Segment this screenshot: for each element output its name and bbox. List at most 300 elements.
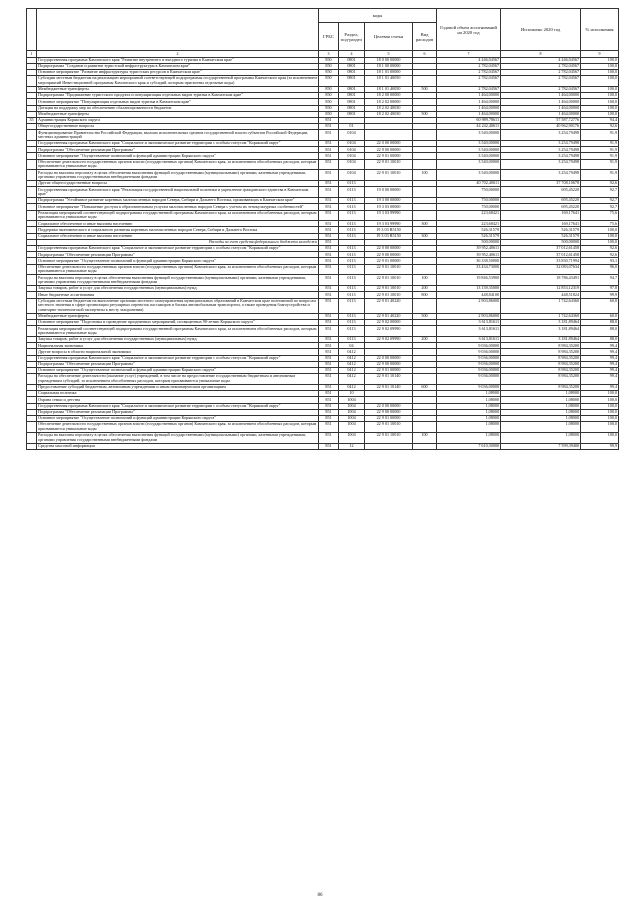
- row-executed: 526,31579: [501, 227, 581, 233]
- row-percent: 75,6: [581, 221, 619, 227]
- row-number: [27, 443, 37, 449]
- row-grbs-code: 851: [319, 292, 339, 298]
- row-percent: 100,0: [581, 403, 619, 409]
- row-expense-type-code: 500: [413, 111, 437, 117]
- row-percent: 99,4: [581, 349, 619, 355]
- row-expense-type-code: [413, 130, 437, 141]
- row-grbs-code: 851: [319, 391, 339, 397]
- row-annual-volume: 1,08000: [437, 403, 501, 409]
- row-target-code: 22 9 01 10010: [365, 264, 413, 275]
- table-row: [27, 298, 619, 313]
- row-annual-volume: 1,08000: [437, 391, 501, 397]
- row-grbs-code: 851: [319, 355, 339, 361]
- row-expense-type-code: 100: [413, 432, 437, 443]
- row-description: Охрана семьи и детства: [37, 397, 319, 403]
- row-executed: 695,45220: [501, 187, 581, 198]
- row-executed: 500,00000: [501, 239, 581, 245]
- row-description: Обеспечение деятельности государственных органов власти (государственных органов) Камчатского края, за исключением обособленных расходов, которым присваиваются уникальные коды: [37, 159, 319, 170]
- row-percent: 99,9: [581, 443, 619, 449]
- row-executed: 1 742,64360: [501, 298, 581, 313]
- header-grbs: ГРБС: [319, 23, 339, 51]
- row-description: Основное мероприятие "Осуществление полномочий и функций администрации Корякского округа": [37, 368, 319, 374]
- row-number: [27, 264, 37, 275]
- row-target-code: 22 9 00 00000: [365, 147, 413, 153]
- row-description: Подпрограмма "Создание и развитие туристской инфраструктуры в Камчатском крае": [37, 63, 319, 69]
- row-executed: 40 962,90176: [501, 124, 581, 130]
- row-percent: 96,0: [581, 264, 619, 275]
- header-codes: коды: [319, 9, 437, 23]
- row-annual-volume: 750,00000: [437, 204, 501, 210]
- row-grbs-code: 851: [319, 187, 339, 198]
- row-description: Межбюджетные трансферты: [37, 111, 319, 117]
- row-description: Государственная программа Камчатского края "Социальное и экономическое развитие территории с особым статусом "Корякский округ": [37, 246, 319, 252]
- row-expense-type-code: [413, 326, 437, 337]
- row-number: [27, 76, 37, 87]
- budget-table: [26, 8, 619, 450]
- row-annual-volume: 36 338,50000: [437, 258, 501, 264]
- row-number: 35: [27, 117, 37, 123]
- row-description: Подпрограмма "Обеспечение реализации Программы": [37, 361, 319, 367]
- table-row: [27, 432, 619, 443]
- row-annual-volume: 9 036,00000: [437, 355, 501, 361]
- row-section-code: 0113: [339, 187, 365, 198]
- row-description: Закупка товаров, работ и услуг для обеспечения государственных (муниципальных) нужд: [37, 286, 319, 292]
- row-target-code: 19 3 03 R5150: [365, 233, 413, 239]
- table-row: [27, 130, 619, 141]
- row-percent: 100,0: [581, 111, 619, 117]
- row-target-code: 22 9 01 10010: [365, 432, 413, 443]
- row-section-code: 01: [339, 124, 365, 130]
- row-annual-volume: 1 464,00000: [437, 105, 501, 111]
- row-percent: 99,4: [581, 355, 619, 361]
- row-grbs-code: 850: [319, 57, 339, 63]
- row-section-code: 0113: [339, 181, 365, 187]
- row-grbs-code: 851: [319, 221, 339, 227]
- row-executed: 1,08000: [501, 397, 581, 403]
- row-grbs-code: 851: [319, 443, 339, 449]
- row-percent: 91,9: [581, 159, 619, 170]
- row-expense-type-code: 600: [413, 384, 437, 390]
- row-percent: 100,0: [581, 63, 619, 69]
- row-description: Расходы за счет средств федерального бюджета молодежи: [37, 239, 319, 245]
- row-executed: 3 254,79498: [501, 141, 581, 147]
- row-description: Расходы на выплаты персоналу в целях обеспечения выполнения функций государственными (муниципальными) органами, казенными учреждениями, органами управления государственными внебюджетными фондами: [37, 275, 319, 286]
- table-row: [27, 159, 619, 170]
- row-description: Реализация мероприятий соответствующей подпрограммы государственной программы Камчатского края, за исключением обособленных расходов, которым присваиваются уникальные коды: [37, 326, 319, 337]
- row-annual-volume: 3 540,00000: [437, 153, 501, 159]
- row-target-code: 22 9 01 00000: [365, 258, 413, 264]
- row-target-code: 22 9 01 10010: [365, 286, 413, 292]
- table-row: [27, 326, 619, 337]
- row-executed: 1 742,64360: [501, 313, 581, 319]
- row-percent: 92,7: [581, 198, 619, 204]
- row-number: [27, 432, 37, 443]
- row-annual-volume: 526,31579: [437, 233, 501, 239]
- row-annual-volume: 1 464,00000: [437, 93, 501, 99]
- row-section-code: 0113: [339, 298, 365, 313]
- row-target-code: 18 1 01 00000: [365, 69, 413, 75]
- row-percent: 100,0: [581, 57, 619, 63]
- row-grbs-code: 851: [319, 397, 339, 403]
- row-executed: 3 254,79498: [501, 130, 581, 141]
- row-section-code: 0412: [339, 374, 365, 385]
- row-section-code: 0104: [339, 141, 365, 147]
- row-number: [27, 275, 37, 286]
- row-section-code: 0801: [339, 76, 365, 87]
- row-description: Функционирование Правительства Российской Федерации, высших исполнительных органов государственной власти субъектов Российской Федерации, местных администраций: [37, 130, 319, 141]
- row-grbs-code: 851: [319, 239, 339, 245]
- row-annual-volume: 40 702,40611: [437, 181, 501, 187]
- row-expense-type-code: [413, 422, 437, 433]
- row-executed: 32 083,07634: [501, 264, 581, 275]
- row-annual-volume: 500,00000: [437, 239, 501, 245]
- row-target-code: 22 9 00 00000: [365, 252, 413, 258]
- row-section-code: 1004: [339, 397, 365, 403]
- table-row: [27, 443, 619, 449]
- row-section-code: 04: [339, 343, 365, 349]
- row-percent: 91,9: [581, 153, 619, 159]
- row-executed: 37 012,61458: [501, 246, 581, 252]
- row-grbs-code: 851: [319, 422, 339, 433]
- row-target-code: 22 0 00 00000: [365, 141, 413, 147]
- row-section-code: 0113: [339, 227, 365, 233]
- row-target-code: 22 9 01 40220: [365, 298, 413, 313]
- row-target-code: 18 1 01 40050: [365, 86, 413, 92]
- row-percent: 92,6: [581, 252, 619, 258]
- row-grbs-code: 851: [319, 415, 339, 421]
- row-executed: 3 254,79498: [501, 153, 581, 159]
- column-number: 5: [365, 51, 413, 58]
- row-percent: 100,0: [581, 397, 619, 403]
- row-section-code: 0113: [339, 320, 365, 326]
- row-expense-type-code: [413, 374, 437, 385]
- row-percent: 100,0: [581, 99, 619, 105]
- row-annual-volume: 750,00000: [437, 198, 501, 204]
- row-description: Закупка товаров, работ и услуг для обеспечения государственных (муниципальных) нужд: [37, 337, 319, 343]
- row-grbs-code: 850: [319, 93, 339, 99]
- row-annual-volume: 2 903,86000: [437, 313, 501, 319]
- row-grbs-code: 851: [319, 349, 339, 355]
- row-executed: 3 181,89464: [501, 326, 581, 337]
- header-blank-desc: [37, 9, 319, 51]
- row-executed: 1,08000: [501, 432, 581, 443]
- row-annual-volume: 750,00000: [437, 187, 501, 198]
- row-grbs-code: 851: [319, 409, 339, 415]
- row-executed: 695,45220: [501, 204, 581, 210]
- row-annual-volume: 33 434,73000: [437, 264, 501, 275]
- row-annual-volume: 3 540,00000: [437, 141, 501, 147]
- row-section-code: 0801: [339, 105, 365, 111]
- row-executed: 3 181,89464: [501, 337, 581, 343]
- row-annual-volume: 3 613,81611: [437, 326, 501, 337]
- row-grbs-code: 851: [319, 384, 339, 390]
- row-percent: 100,0: [581, 93, 619, 99]
- row-grbs-code: 851: [319, 320, 339, 326]
- row-section-code: 0104: [339, 159, 365, 170]
- row-percent: 60,0: [581, 313, 619, 319]
- row-expense-type-code: [413, 159, 437, 170]
- row-percent: 91,9: [581, 170, 619, 181]
- row-grbs-code: 851: [319, 374, 339, 385]
- row-target-code: 19 3 03 00000: [365, 204, 413, 210]
- row-executed: 695,45220: [501, 198, 581, 204]
- row-description: Расходы на обеспечение деятельности (оказание услуг) учреждений, в том числе на предоставление государственным бюджетным и автономным учреждениям субсидий, за исключением обособленных расходов, которым присваиваются уникальные коды: [37, 374, 319, 385]
- row-grbs-code: 851: [319, 210, 339, 221]
- row-executed: 3 254,79498: [501, 159, 581, 170]
- row-section-code: 0412: [339, 355, 365, 361]
- row-executed: 1 464,00000: [501, 99, 581, 105]
- row-section-code: 1004: [339, 432, 365, 443]
- row-percent: 100,0: [581, 239, 619, 245]
- row-annual-volume: 3 540,00000: [437, 159, 501, 170]
- row-section-code: 0801: [339, 57, 365, 63]
- row-annual-volume: 3 613,81611: [437, 320, 501, 326]
- row-section-code: 0113: [339, 337, 365, 343]
- row-expense-type-code: 800: [413, 292, 437, 298]
- row-section-code: 0104: [339, 153, 365, 159]
- row-percent: 99,4: [581, 368, 619, 374]
- row-executed: 8 984,35200: [501, 374, 581, 385]
- row-executed: 169,17641: [501, 221, 581, 227]
- row-annual-volume: 2 782,04567: [437, 69, 501, 75]
- row-annual-volume: 1,08000: [437, 415, 501, 421]
- column-number: 1: [27, 51, 37, 58]
- row-executed: 1,08000: [501, 422, 581, 433]
- row-target-code: 22 9 02 09990: [365, 326, 413, 337]
- row-grbs-code: 851: [319, 130, 339, 141]
- row-expense-type-code: [413, 76, 437, 87]
- row-section-code: 10: [339, 391, 365, 397]
- row-target-code: 18 2 00 00000: [365, 93, 413, 99]
- row-grbs-code: 851: [319, 233, 339, 239]
- row-annual-volume: 1,08000: [437, 409, 501, 415]
- row-description: Предоставление субсидий бюджетным, автономным учреждениям и иным некоммерческим организациям: [37, 384, 319, 390]
- row-grbs-code: 851: [319, 198, 339, 204]
- row-target-code: 18 1 00 00000: [365, 63, 413, 69]
- table-row: [27, 275, 619, 286]
- row-expense-type-code: [413, 210, 437, 221]
- budget-document-page: [26, 8, 618, 450]
- column-number-row: [27, 51, 619, 58]
- row-grbs-code: 851: [319, 141, 339, 147]
- row-executed: 1,08000: [501, 415, 581, 421]
- header-executed: Исполнено 2020 год: [501, 9, 581, 51]
- row-percent: 88,0: [581, 337, 619, 343]
- row-description: Подпрограмма "Продвижение туристского продукта и популяризация отдельных видов туризма в Камчатском крае": [37, 93, 319, 99]
- row-annual-volume: 19 846,53900: [437, 275, 501, 286]
- row-description: Общегосударственные вопросы: [37, 124, 319, 130]
- row-description: Расходы на выплаты персоналу в целях обеспечения выполнения функций государственными (муниципальными) органами, казенными учреждениями, органами управления государственными внебюджетными фондами: [37, 432, 319, 443]
- row-section-code: 0113: [339, 264, 365, 275]
- row-annual-volume: 3 540,00000: [437, 130, 501, 141]
- row-annual-volume: 2 782,04567: [437, 63, 501, 69]
- row-section-code: 1004: [339, 422, 365, 433]
- row-description: Подпрограмма "Обеспечение реализации Программы": [37, 252, 319, 258]
- row-target-code: 22 9 01 10010: [365, 292, 413, 298]
- row-section-code: 0113: [339, 252, 365, 258]
- row-executed: 2 782,04567: [501, 63, 581, 69]
- row-annual-volume: 2 903,86000: [437, 298, 501, 313]
- row-target-code: 18 2 02 00000: [365, 99, 413, 105]
- row-section-code: 0113: [339, 246, 365, 252]
- row-executed: 8 984,35200: [501, 355, 581, 361]
- row-expense-type-code: 500: [413, 86, 437, 92]
- row-annual-volume: 2 782,04567: [437, 76, 501, 87]
- row-grbs-code: 851: [319, 117, 339, 123]
- row-annual-volume: 60 989,78611: [437, 117, 501, 123]
- row-grbs-code: 851: [319, 227, 339, 233]
- row-executed: 1 464,00000: [501, 105, 581, 111]
- row-description: Субсидии местным бюджетам на реализацию мероприятий соответствующей подпрограммы государственной программы Камчатского края (за исключением мероприятий Инвестиционной программы Камчатского края и субсидий, которым присвоены отдельные коды): [38, 75, 317, 86]
- row-number: [27, 130, 37, 141]
- row-grbs-code: 851: [319, 159, 339, 170]
- row-description: Основное мероприятие "Популяризация отдельных видов туризма в Камчатском крае": [37, 99, 319, 105]
- row-grbs-code: 851: [319, 124, 339, 130]
- row-percent: 93,1: [581, 258, 619, 264]
- row-description: Администрация Корякского округа: [37, 117, 319, 123]
- row-expense-type-code: [413, 298, 437, 313]
- row-target-code: 19 3 03 99990: [365, 221, 413, 227]
- row-percent: 92,7: [581, 187, 619, 198]
- header-target: Целевая статья: [365, 23, 413, 51]
- row-executed: 4 246,04567: [501, 57, 581, 63]
- row-percent: 94,4: [581, 117, 619, 123]
- row-target-code: 22 9 00 00000: [365, 361, 413, 367]
- row-annual-volume: 1 464,00000: [437, 111, 501, 117]
- row-number: [27, 422, 37, 433]
- row-executed: 57 587,72776: [501, 117, 581, 123]
- row-executed: 37 708,10678: [501, 181, 581, 187]
- row-executed: 8 984,35200: [501, 349, 581, 355]
- row-executed: 1,08000: [501, 391, 581, 397]
- row-executed: 2 782,04567: [501, 76, 581, 87]
- row-description: Другие вопросы в области национальной экономики: [37, 349, 319, 355]
- row-target-code: [365, 443, 413, 449]
- row-description: Межбюджетные трансферты: [37, 313, 319, 319]
- row-annual-volume: 9 036,00000: [437, 374, 501, 385]
- row-section-code: 0412: [339, 384, 365, 390]
- row-expense-type-code: 500: [413, 313, 437, 319]
- row-percent: 100,0: [581, 391, 619, 397]
- row-annual-volume: 1 464,00000: [437, 99, 501, 105]
- row-percent: 100,0: [581, 227, 619, 233]
- column-number: 2: [37, 51, 319, 58]
- row-grbs-code: 851: [319, 403, 339, 409]
- row-executed: 37 012,61458: [501, 252, 581, 258]
- header-percent: % исполнения: [581, 9, 619, 51]
- row-expense-type-code: 200: [413, 286, 437, 292]
- row-target-code: 22 0 00 00000: [365, 355, 413, 361]
- row-section-code: 0104: [339, 130, 365, 141]
- row-description: Социальное обеспечение и иные выплаты населению: [37, 233, 319, 239]
- column-number: 9: [581, 51, 619, 58]
- row-section-code: 0113: [339, 233, 365, 239]
- row-grbs-code: 851: [319, 326, 339, 337]
- row-number: [27, 326, 37, 337]
- row-grbs-code: 850: [319, 111, 339, 117]
- row-description: Дотация на поддержку мер по обеспечению сбалансированности бюджетов: [37, 105, 319, 111]
- row-grbs-code: 850: [319, 76, 339, 87]
- row-section-code: 0113: [339, 198, 365, 204]
- row-description: Государственная программа Камчатского края "Развитие внутреннего и въездного туризма в Камчатском крае": [37, 57, 319, 63]
- row-annual-volume: 9 036,00000: [437, 361, 501, 367]
- row-number: [27, 210, 37, 221]
- row-grbs-code: 851: [319, 246, 339, 252]
- row-description: Социальное обеспечение и иные выплаты населению: [37, 221, 319, 227]
- row-annual-volume: 9 036,00000: [437, 368, 501, 374]
- row-description: Государственная программа Камчатского края "Социальное и экономическое развитие территории с особым статусом "Корякский округ": [37, 141, 319, 147]
- row-grbs-code: 851: [319, 361, 339, 367]
- row-section-code: 0412: [339, 349, 365, 355]
- row-target-code: 22 9 02 09990: [365, 337, 413, 343]
- row-annual-volume: 9 036,00000: [437, 343, 501, 349]
- row-expense-type-code: 300: [413, 221, 437, 227]
- row-number: [27, 298, 37, 313]
- row-number: [27, 159, 37, 170]
- row-annual-volume: 9 036,00000: [437, 349, 501, 355]
- row-annual-volume: 526,31579: [437, 227, 501, 233]
- row-executed: 3 254,79498: [501, 147, 581, 153]
- row-target-code: 19 3 03 R5150: [365, 227, 413, 233]
- row-number: [27, 187, 37, 198]
- row-percent: 94,7: [581, 275, 619, 286]
- column-number: 8: [501, 51, 581, 58]
- row-description: Подпрограмма "Обеспечение реализации Программы": [37, 409, 319, 415]
- row-grbs-code: 851: [319, 313, 339, 319]
- row-description: Государственная программа Камчатского края "Социальное и экономическое развитие территории с особым статусом "Корякский округ": [37, 355, 319, 361]
- row-description: Другие общегосударственные вопросы: [37, 181, 319, 187]
- row-section-code: 1004: [339, 403, 365, 409]
- row-percent: 100,0: [581, 76, 619, 87]
- row-grbs-code: 851: [319, 432, 339, 443]
- row-percent: 99,4: [581, 343, 619, 349]
- row-target-code: 22 9 00 00000: [365, 409, 413, 415]
- row-section-code: 0801: [339, 99, 365, 105]
- row-expense-type-code: 100: [413, 275, 437, 286]
- row-section-code: 0113: [339, 221, 365, 227]
- row-percent: 91,9: [581, 147, 619, 153]
- table-row: [27, 210, 619, 221]
- row-description: Обеспечение деятельности государственных органов власти (государственных органов) Камчатского края, за исключением обособленных расходов, которым присваиваются уникальные коды: [37, 422, 319, 433]
- row-section-code: 1004: [339, 409, 365, 415]
- row-percent: 99,4: [581, 384, 619, 390]
- row-annual-volume: 1,08000: [437, 422, 501, 433]
- row-percent: 100,0: [581, 432, 619, 443]
- row-grbs-code: 851: [319, 264, 339, 275]
- column-number: 3: [319, 51, 339, 58]
- header-annual-volume: Годовой объем ассигнований на 2020 год: [437, 9, 501, 51]
- row-target-code: 22 0 00 00000: [365, 403, 413, 409]
- row-percent: 91,9: [581, 141, 619, 147]
- row-percent: 60,0: [581, 298, 619, 313]
- table-row: [27, 187, 619, 198]
- row-section-code: 0113: [339, 292, 365, 298]
- row-executed: 8 984,35200: [501, 368, 581, 374]
- row-annual-volume: 3 540,00000: [437, 170, 501, 181]
- row-number: [27, 170, 37, 181]
- budget-rows: [27, 57, 619, 449]
- row-description: Обеспечение деятельности государственных органов власти (государственных органов) Камчатского края, за исключением обособленных расходов, которым присваиваются уникальные коды: [37, 264, 319, 275]
- row-expense-type-code: 300: [413, 233, 437, 239]
- row-description: Государственная программа Камчатского края "Реализация государственной национальной политики и укрепление гражданского единства в Камчатском крае": [37, 187, 319, 198]
- row-grbs-code: 850: [319, 105, 339, 111]
- row-target-code: 19 0 00 00000: [365, 187, 413, 198]
- row-executed: 3 181,89464: [501, 320, 581, 326]
- row-executed: 18 786,43491: [501, 275, 581, 286]
- row-section-code: 1004: [339, 415, 365, 421]
- row-description: Основное мероприятие "Осуществление полномочий и функций администрации Корякского округа": [37, 415, 319, 421]
- row-percent: 100,0: [581, 233, 619, 239]
